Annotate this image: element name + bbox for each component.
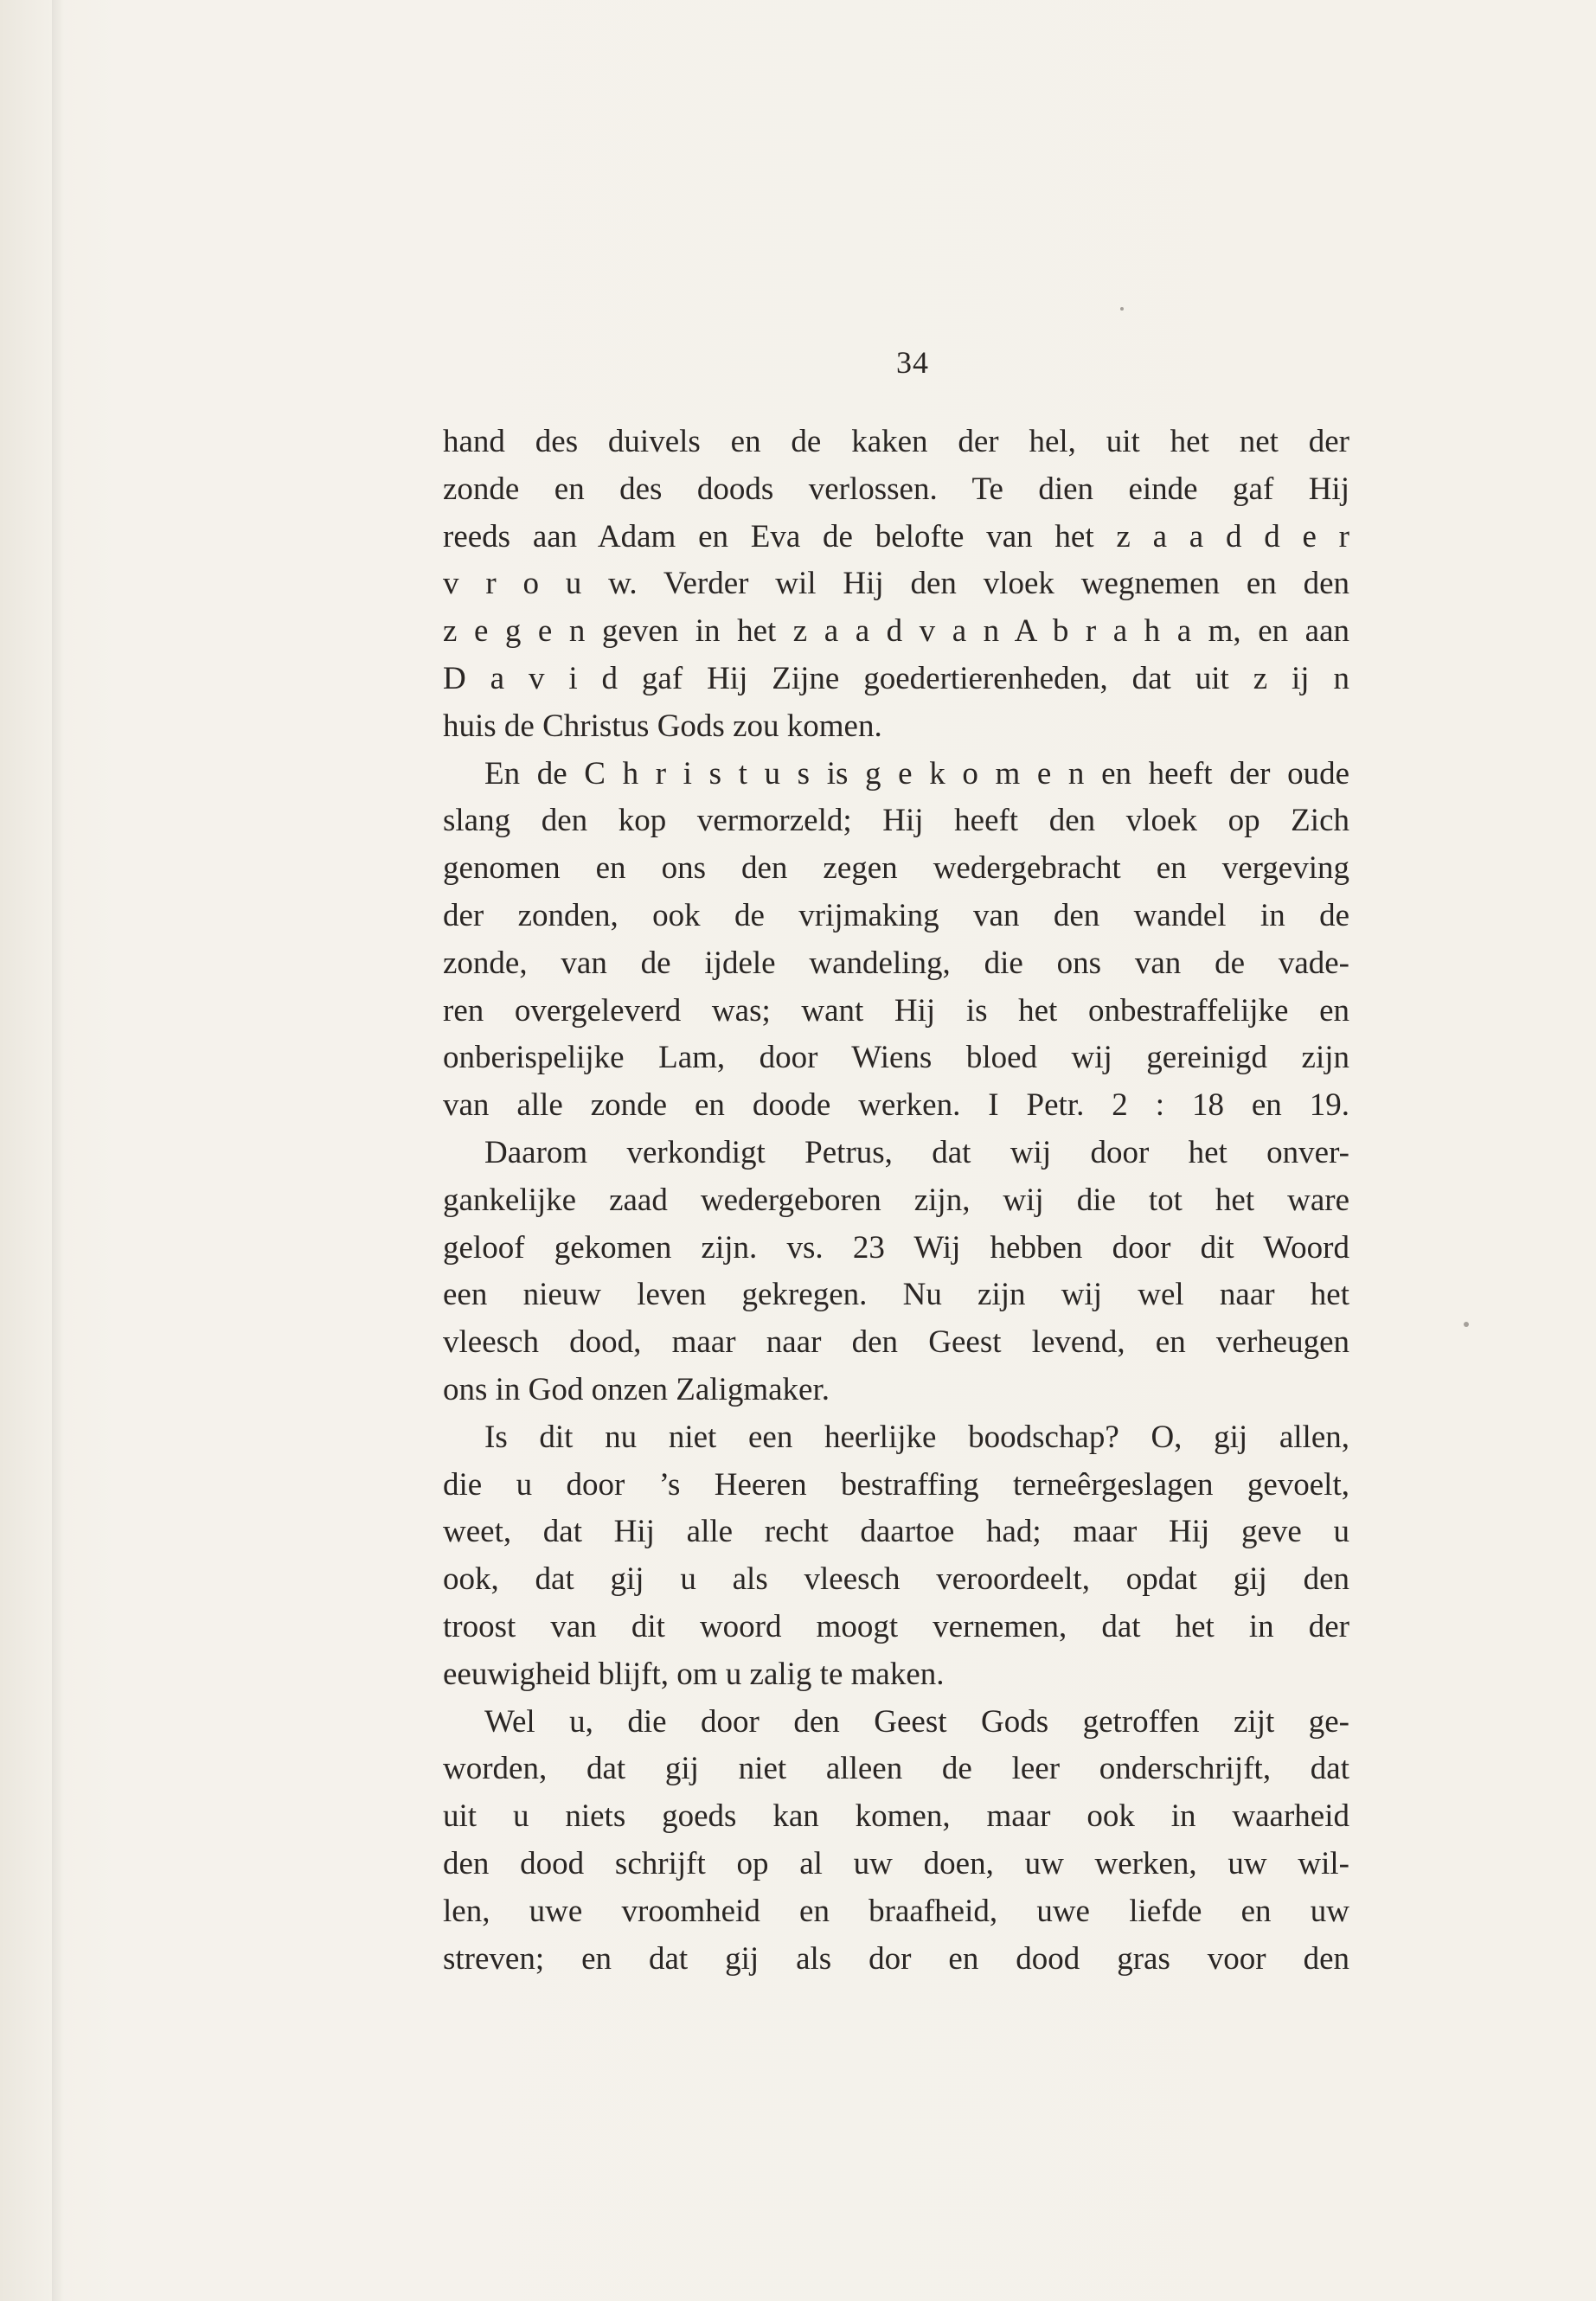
text-line: streven; en dat gij als dor en dood gras voor den <box>443 1940 1349 1977</box>
text-line: een nieuw leven gekregen. Nu zijn wij wel naar het <box>443 1277 1349 1313</box>
body-text <box>443 419 1349 1983</box>
paper-speck <box>1120 307 1124 311</box>
text-line: ook, dat gij u als vleesch veroordeelt, opdat gij den <box>443 1561 1349 1598</box>
text-line: vleesch dood, maar naar den Geest levend, en verheugen <box>443 1324 1349 1361</box>
text-line: Wel u, die door den Geest Gods getroffen zijt ge- <box>484 1703 1349 1740</box>
paper-speck <box>1464 1322 1469 1327</box>
text-line: D a v i d gaf Hij Zijne goedertierenheden, dat uit z ij n <box>443 660 1349 696</box>
text-line: z e g e n geven in het z a a d v a n A b r a h a m, en aan <box>443 613 1349 650</box>
text-line: ons in God onzen Zaligmaker. <box>443 1371 830 1407</box>
text-line: v r o u w. Verder wil Hij den vloek wegnemen en den <box>443 566 1349 602</box>
text-line: weet, dat Hij alle recht daartoe had; maar Hij geve u <box>443 1514 1349 1550</box>
text-line: zonde en des doods verlossen. Te dien einde gaf Hij <box>443 471 1349 507</box>
text-line: Is dit nu niet een heerlijke boodschap? O, gij allen, <box>484 1419 1349 1455</box>
text-line: ren overgeleverd was; want Hij is het onbestraffelijke en <box>443 992 1349 1029</box>
text-line: geloof gekomen zijn. vs. 23 Wij hebben door dit Woord <box>443 1229 1349 1266</box>
text-line: Daarom verkondigt Petrus, dat wij door het onver- <box>484 1134 1349 1170</box>
text-line: worden, dat gij niet alleen de leer onderschrijft, dat <box>443 1751 1349 1787</box>
text-line: En de C h r i s t u s is g e k o m e n en heeft der oude <box>484 755 1349 792</box>
text-line: die u door ’s Heeren bestraffing terneêrgeslagen gevoelt, <box>443 1466 1349 1503</box>
text-line: genomen en ons den zegen wedergebracht en vergeving <box>443 850 1349 887</box>
text-line: uit u niets goeds kan komen, maar ook in waarheid <box>443 1798 1349 1835</box>
page-number: 34 <box>896 345 929 380</box>
text-line: den dood schrijft op al uw doen, uw werken, uw wil- <box>443 1845 1349 1881</box>
text-line: van alle zonde en doode werken. I Petr. 2 : 18 en 19. <box>443 1087 1349 1124</box>
text-line: zonde, van de ijdele wandeling, die ons van de vade- <box>443 945 1349 981</box>
text-line: hand des duivels en de kaken der hel, uit het net der <box>443 424 1349 459</box>
text-line: onberispelijke Lam, door Wiens bloed wij gereinigd zijn <box>443 1040 1349 1076</box>
text-line: eeuwigheid blijft, om u zalig te maken. <box>443 1656 945 1692</box>
text-line: reeds aan Adam en Eva de belofte van het z a a d d e r <box>443 518 1349 554</box>
text-line: gankelijke zaad wedergeboren zijn, wij die tot het ware <box>443 1182 1349 1218</box>
text-line: huis de Christus Gods zou komen. <box>443 708 882 744</box>
text-line: len, uwe vroomheid en braafheid, uwe liefde en uw <box>443 1893 1349 1929</box>
text-line: slang den kop vermorzeld; Hij heeft den vloek op Zich <box>443 803 1349 839</box>
text-line: troost van dit woord moogt vernemen, dat het in der <box>443 1608 1349 1644</box>
text-line: der zonden, ook de vrijmaking van den wandel in de <box>443 897 1349 933</box>
